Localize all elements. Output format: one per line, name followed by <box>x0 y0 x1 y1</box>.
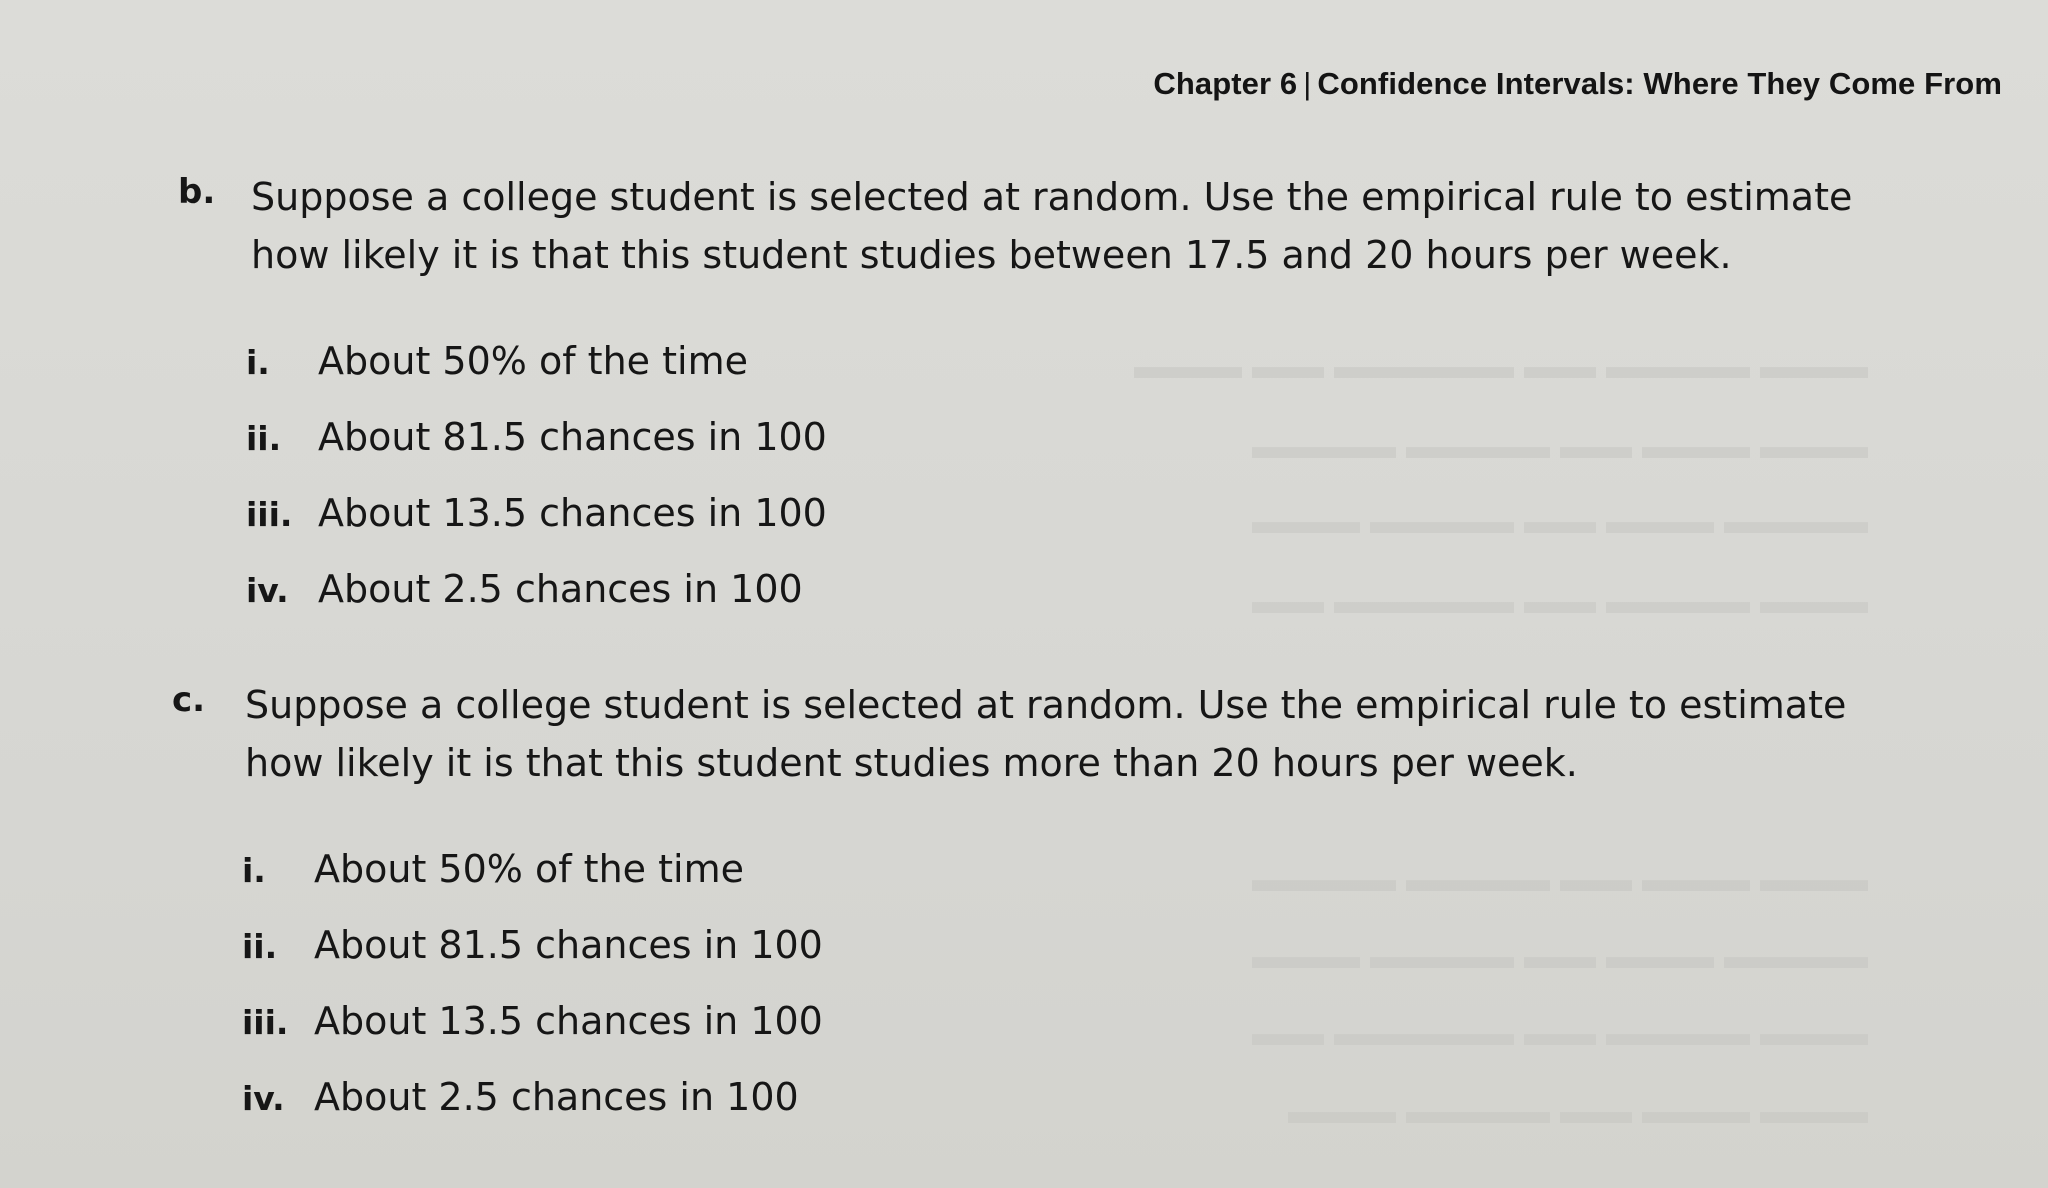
option-item <box>246 475 827 551</box>
option-item <box>242 983 823 1059</box>
bleed-through-texture: ▬▬▬ ▬▬▬ ▬▬ ▬▬▬▬ ▬▬▬▬ <box>1251 425 1868 466</box>
bleed-through-texture: ▬▬▬ ▬▬▬▬ ▬▬ ▬▬▬▬▬ ▬▬ ▬▬▬ <box>1133 345 1868 386</box>
bleed-through-texture: ▬▬▬▬ ▬▬▬ ▬▬ ▬▬▬▬ ▬▬▬ <box>1251 500 1868 541</box>
option-item <box>242 831 823 907</box>
question-b <box>178 168 1878 284</box>
option-number: ii. <box>242 927 278 966</box>
option-number: i. <box>242 851 266 890</box>
page-header <box>1153 66 2002 102</box>
question-letter: c. <box>172 680 206 720</box>
option-number: iii. <box>242 1003 289 1042</box>
option-text: About 13.5 chances in 100 <box>318 491 827 535</box>
option-number: ii. <box>246 419 282 458</box>
option-text: About 81.5 chances in 100 <box>314 923 823 967</box>
option-text: About 50% of the time <box>318 339 748 383</box>
chapter-label: Chapter 6 <box>1153 66 1298 101</box>
bleed-through-texture: ▬▬▬ ▬▬▬▬ ▬▬ ▬▬▬▬▬ ▬▬ <box>1251 580 1868 621</box>
option-text: About 13.5 chances in 100 <box>314 999 823 1043</box>
bleed-through-texture: ▬▬▬ ▬▬▬ ▬▬ ▬▬▬▬ ▬▬▬ <box>1287 1090 1868 1131</box>
chapter-title: Confidence Intervals: Where They Come From <box>1317 66 2002 101</box>
header-separator: | <box>1303 66 1312 101</box>
option-number: i. <box>246 343 270 382</box>
option-item <box>246 323 827 399</box>
option-number: iv. <box>242 1079 285 1118</box>
option-text: About 50% of the time <box>314 847 744 891</box>
question-c <box>172 676 1872 792</box>
option-text: About 2.5 chances in 100 <box>318 567 803 611</box>
option-item <box>242 1059 823 1135</box>
option-item <box>246 399 827 475</box>
option-item <box>242 907 823 983</box>
question-c-options <box>242 831 823 1135</box>
bleed-through-texture: ▬▬▬ ▬▬▬ ▬▬ ▬▬▬▬ ▬▬▬▬ <box>1251 858 1868 899</box>
question-text: Suppose a college student is selected at random. Use the empirical rule to estimate how likely it is that this student studies more than 20 hours per week. <box>245 683 1847 785</box>
option-item <box>246 551 827 627</box>
question-letter: b. <box>178 172 216 212</box>
bleed-through-texture: ▬▬▬▬ ▬▬▬ ▬▬ ▬▬▬▬ ▬▬▬ <box>1251 935 1868 976</box>
option-number: iii. <box>246 495 293 534</box>
option-text: About 2.5 chances in 100 <box>314 1075 799 1119</box>
option-text: About 81.5 chances in 100 <box>318 415 827 459</box>
bleed-through-texture: ▬▬▬ ▬▬▬▬ ▬▬ ▬▬▬▬▬ ▬▬ <box>1251 1012 1868 1053</box>
option-number: iv. <box>246 571 289 610</box>
question-text: Suppose a college student is selected at random. Use the empirical rule to estimate how likely it is that this student studies between 17.5 and 20 hours per week. <box>251 175 1853 277</box>
question-b-options <box>246 323 827 627</box>
